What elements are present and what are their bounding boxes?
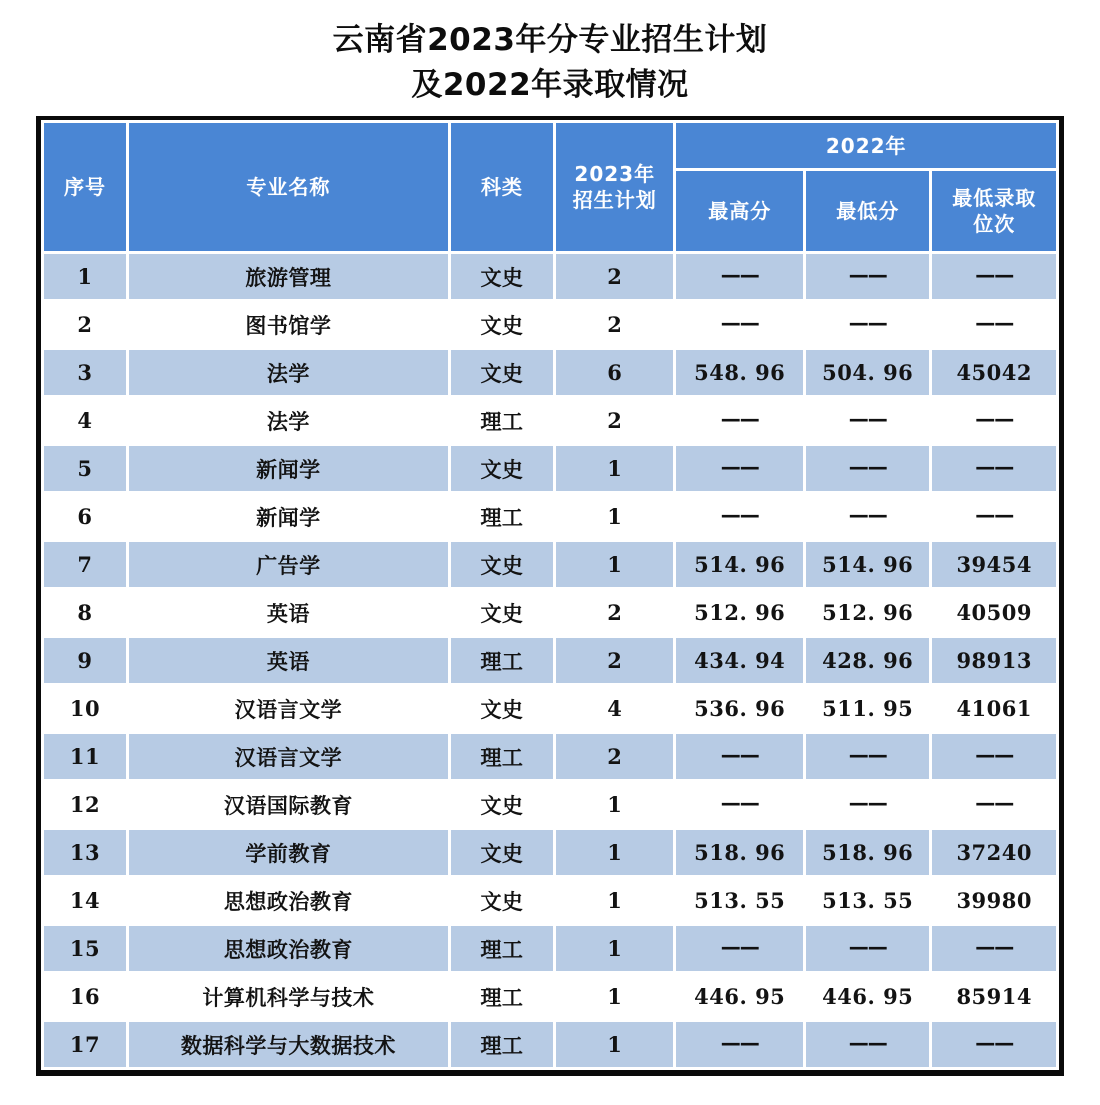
cell-major: 新闻学 (129, 494, 448, 539)
empty-value-dash: —— (720, 455, 759, 479)
cell-max-score: 512. 96 (676, 590, 803, 635)
column-header-major: 专业名称 (129, 123, 448, 251)
table-row (44, 1022, 1056, 1067)
cell-min-score: 428. 96 (806, 638, 929, 683)
cell-min-rank (932, 446, 1056, 491)
empty-value-dash: —— (720, 311, 759, 335)
cell-min-rank (932, 254, 1056, 299)
cell-plan: 6 (556, 350, 673, 395)
cell-major: 广告学 (129, 542, 448, 587)
title-line-2: 及2022年录取情况 (411, 67, 689, 103)
cell-max-score: 513. 55 (676, 878, 803, 923)
cell-min-score (806, 254, 929, 299)
cell-plan: 2 (556, 638, 673, 683)
cell-category: 文史 (451, 686, 553, 731)
cell-plan: 1 (556, 974, 673, 1019)
cell-max-score: 536. 96 (676, 686, 803, 731)
cell-min-rank (932, 926, 1056, 971)
cell-plan: 1 (556, 926, 673, 971)
cell-min-score (806, 926, 929, 971)
cell-index: 4 (44, 398, 126, 443)
cell-min-score: 512. 96 (806, 590, 929, 635)
empty-value-dash: —— (720, 503, 759, 527)
cell-category: 理工 (451, 638, 553, 683)
table-row (44, 302, 1056, 347)
column-header-index: 序号 (44, 123, 126, 251)
cell-major: 英语 (129, 638, 448, 683)
cell-min-score (806, 494, 929, 539)
empty-value-dash: —— (720, 263, 759, 287)
cell-min-score: 514. 96 (806, 542, 929, 587)
cell-min-score (806, 446, 929, 491)
column-header-min-rank-line2: 位次 (973, 212, 1016, 237)
cell-plan: 1 (556, 494, 673, 539)
empty-value-dash: —— (975, 503, 1014, 527)
cell-max-score (676, 398, 803, 443)
table-body (44, 254, 1056, 1067)
empty-value-dash: —— (975, 455, 1014, 479)
cell-index: 12 (44, 782, 126, 827)
cell-min-rank (932, 734, 1056, 779)
column-header-plan-2023-line1: 2023年 (574, 162, 656, 186)
cell-min-score: 446. 95 (806, 974, 929, 1019)
table-row (44, 398, 1056, 443)
table-row (44, 830, 1056, 875)
empty-value-dash: —— (975, 263, 1014, 287)
cell-category: 理工 (451, 926, 553, 971)
empty-value-dash: —— (848, 407, 887, 431)
cell-min-score (806, 734, 929, 779)
cell-max-score (676, 926, 803, 971)
cell-major: 学前教育 (129, 830, 448, 875)
cell-plan: 1 (556, 542, 673, 587)
admissions-table-container (36, 116, 1064, 1076)
cell-max-score (676, 734, 803, 779)
cell-index: 3 (44, 350, 126, 395)
table-row (44, 974, 1056, 1019)
cell-max-score (676, 782, 803, 827)
empty-value-dash: —— (975, 935, 1014, 959)
cell-max-score: 548. 96 (676, 350, 803, 395)
empty-value-dash: —— (848, 503, 887, 527)
table-row (44, 782, 1056, 827)
cell-plan: 1 (556, 1022, 673, 1067)
cell-major: 汉语言文学 (129, 686, 448, 731)
cell-min-score (806, 1022, 929, 1067)
cell-index: 8 (44, 590, 126, 635)
cell-category: 文史 (451, 590, 553, 635)
cell-category: 理工 (451, 1022, 553, 1067)
cell-category: 理工 (451, 974, 553, 1019)
cell-major: 新闻学 (129, 446, 448, 491)
column-header-min-rank (932, 171, 1056, 251)
cell-index: 17 (44, 1022, 126, 1067)
cell-min-rank: 41061 (932, 686, 1056, 731)
empty-value-dash: —— (975, 1031, 1014, 1055)
table-header (44, 123, 1056, 251)
empty-value-dash: —— (975, 791, 1014, 815)
cell-min-rank (932, 398, 1056, 443)
cell-category: 理工 (451, 494, 553, 539)
cell-index: 6 (44, 494, 126, 539)
cell-plan: 2 (556, 302, 673, 347)
empty-value-dash: —— (848, 455, 887, 479)
empty-value-dash: —— (720, 791, 759, 815)
table-row (44, 686, 1056, 731)
table-row (44, 494, 1056, 539)
cell-max-score: 514. 96 (676, 542, 803, 587)
cell-plan: 2 (556, 254, 673, 299)
cell-max-score (676, 1022, 803, 1067)
cell-index: 14 (44, 878, 126, 923)
cell-plan: 2 (556, 590, 673, 635)
cell-plan: 1 (556, 446, 673, 491)
cell-min-score (806, 398, 929, 443)
cell-index: 1 (44, 254, 126, 299)
table-row (44, 734, 1056, 779)
cell-min-score: 511. 95 (806, 686, 929, 731)
cell-category: 文史 (451, 350, 553, 395)
cell-plan: 1 (556, 782, 673, 827)
title-line-1: 云南省2023年分专业招生计划 (332, 22, 768, 58)
cell-major: 思想政治教育 (129, 926, 448, 971)
cell-max-score: 518. 96 (676, 830, 803, 875)
cell-index: 16 (44, 974, 126, 1019)
table-row (44, 542, 1056, 587)
table-row (44, 350, 1056, 395)
cell-category: 文史 (451, 830, 553, 875)
column-header-min-score: 最低分 (806, 171, 929, 251)
cell-index: 9 (44, 638, 126, 683)
cell-min-rank (932, 494, 1056, 539)
cell-min-rank: 98913 (932, 638, 1056, 683)
empty-value-dash: —— (848, 1031, 887, 1055)
empty-value-dash: —— (848, 311, 887, 335)
cell-category: 文史 (451, 542, 553, 587)
table-row (44, 446, 1056, 491)
cell-plan: 1 (556, 830, 673, 875)
empty-value-dash: —— (975, 311, 1014, 335)
cell-index: 5 (44, 446, 126, 491)
cell-category: 文史 (451, 878, 553, 923)
cell-category: 文史 (451, 254, 553, 299)
table-row (44, 926, 1056, 971)
cell-min-score: 504. 96 (806, 350, 929, 395)
cell-plan: 1 (556, 878, 673, 923)
cell-plan: 2 (556, 734, 673, 779)
empty-value-dash: —— (720, 935, 759, 959)
empty-value-dash: —— (848, 263, 887, 287)
cell-major: 英语 (129, 590, 448, 635)
cell-index: 15 (44, 926, 126, 971)
cell-min-score (806, 302, 929, 347)
cell-major: 法学 (129, 350, 448, 395)
cell-index: 13 (44, 830, 126, 875)
cell-index: 7 (44, 542, 126, 587)
cell-category: 文史 (451, 782, 553, 827)
empty-value-dash: —— (848, 791, 887, 815)
column-header-min-rank-line1: 最低录取 (952, 186, 1037, 211)
cell-category: 文史 (451, 446, 553, 491)
empty-value-dash: —— (720, 1031, 759, 1055)
cell-min-rank (932, 782, 1056, 827)
column-header-plan-2023 (556, 123, 673, 251)
table-row (44, 590, 1056, 635)
column-header-group-2022: 2022年 (676, 123, 1056, 168)
empty-value-dash: —— (848, 743, 887, 767)
cell-max-score (676, 446, 803, 491)
empty-value-dash: —— (848, 935, 887, 959)
table-row (44, 254, 1056, 299)
cell-min-rank: 37240 (932, 830, 1056, 875)
cell-min-rank (932, 1022, 1056, 1067)
cell-category: 理工 (451, 398, 553, 443)
table-row (44, 638, 1056, 683)
empty-value-dash: —— (975, 407, 1014, 431)
cell-plan: 4 (556, 686, 673, 731)
cell-max-score (676, 254, 803, 299)
empty-value-dash: —— (720, 407, 759, 431)
cell-min-rank: 39980 (932, 878, 1056, 923)
empty-value-dash: —— (720, 743, 759, 767)
header-row-top (44, 123, 1056, 168)
cell-index: 2 (44, 302, 126, 347)
cell-min-rank: 39454 (932, 542, 1056, 587)
cell-major: 思想政治教育 (129, 878, 448, 923)
admissions-table (41, 120, 1059, 1070)
cell-major: 汉语国际教育 (129, 782, 448, 827)
cell-max-score: 434. 94 (676, 638, 803, 683)
cell-max-score (676, 302, 803, 347)
empty-value-dash: —— (975, 743, 1014, 767)
cell-min-score (806, 782, 929, 827)
cell-min-rank (932, 302, 1056, 347)
cell-min-rank: 85914 (932, 974, 1056, 1019)
cell-major: 法学 (129, 398, 448, 443)
table-row (44, 878, 1056, 923)
cell-category: 理工 (451, 734, 553, 779)
cell-category: 文史 (451, 302, 553, 347)
cell-min-score: 513. 55 (806, 878, 929, 923)
cell-min-score: 518. 96 (806, 830, 929, 875)
column-header-max-score: 最高分 (676, 171, 803, 251)
cell-major: 汉语言文学 (129, 734, 448, 779)
cell-major: 旅游管理 (129, 254, 448, 299)
cell-min-rank: 45042 (932, 350, 1056, 395)
cell-major: 计算机科学与技术 (129, 974, 448, 1019)
cell-max-score: 446. 95 (676, 974, 803, 1019)
column-header-plan-2023-line2: 招生计划 (572, 188, 657, 212)
cell-index: 11 (44, 734, 126, 779)
cell-max-score (676, 494, 803, 539)
cell-major: 数据科学与大数据技术 (129, 1022, 448, 1067)
cell-major: 图书馆学 (129, 302, 448, 347)
cell-plan: 2 (556, 398, 673, 443)
column-header-category: 科类 (451, 123, 553, 251)
page-title (0, 0, 1100, 108)
cell-min-rank: 40509 (932, 590, 1056, 635)
cell-index: 10 (44, 686, 126, 731)
